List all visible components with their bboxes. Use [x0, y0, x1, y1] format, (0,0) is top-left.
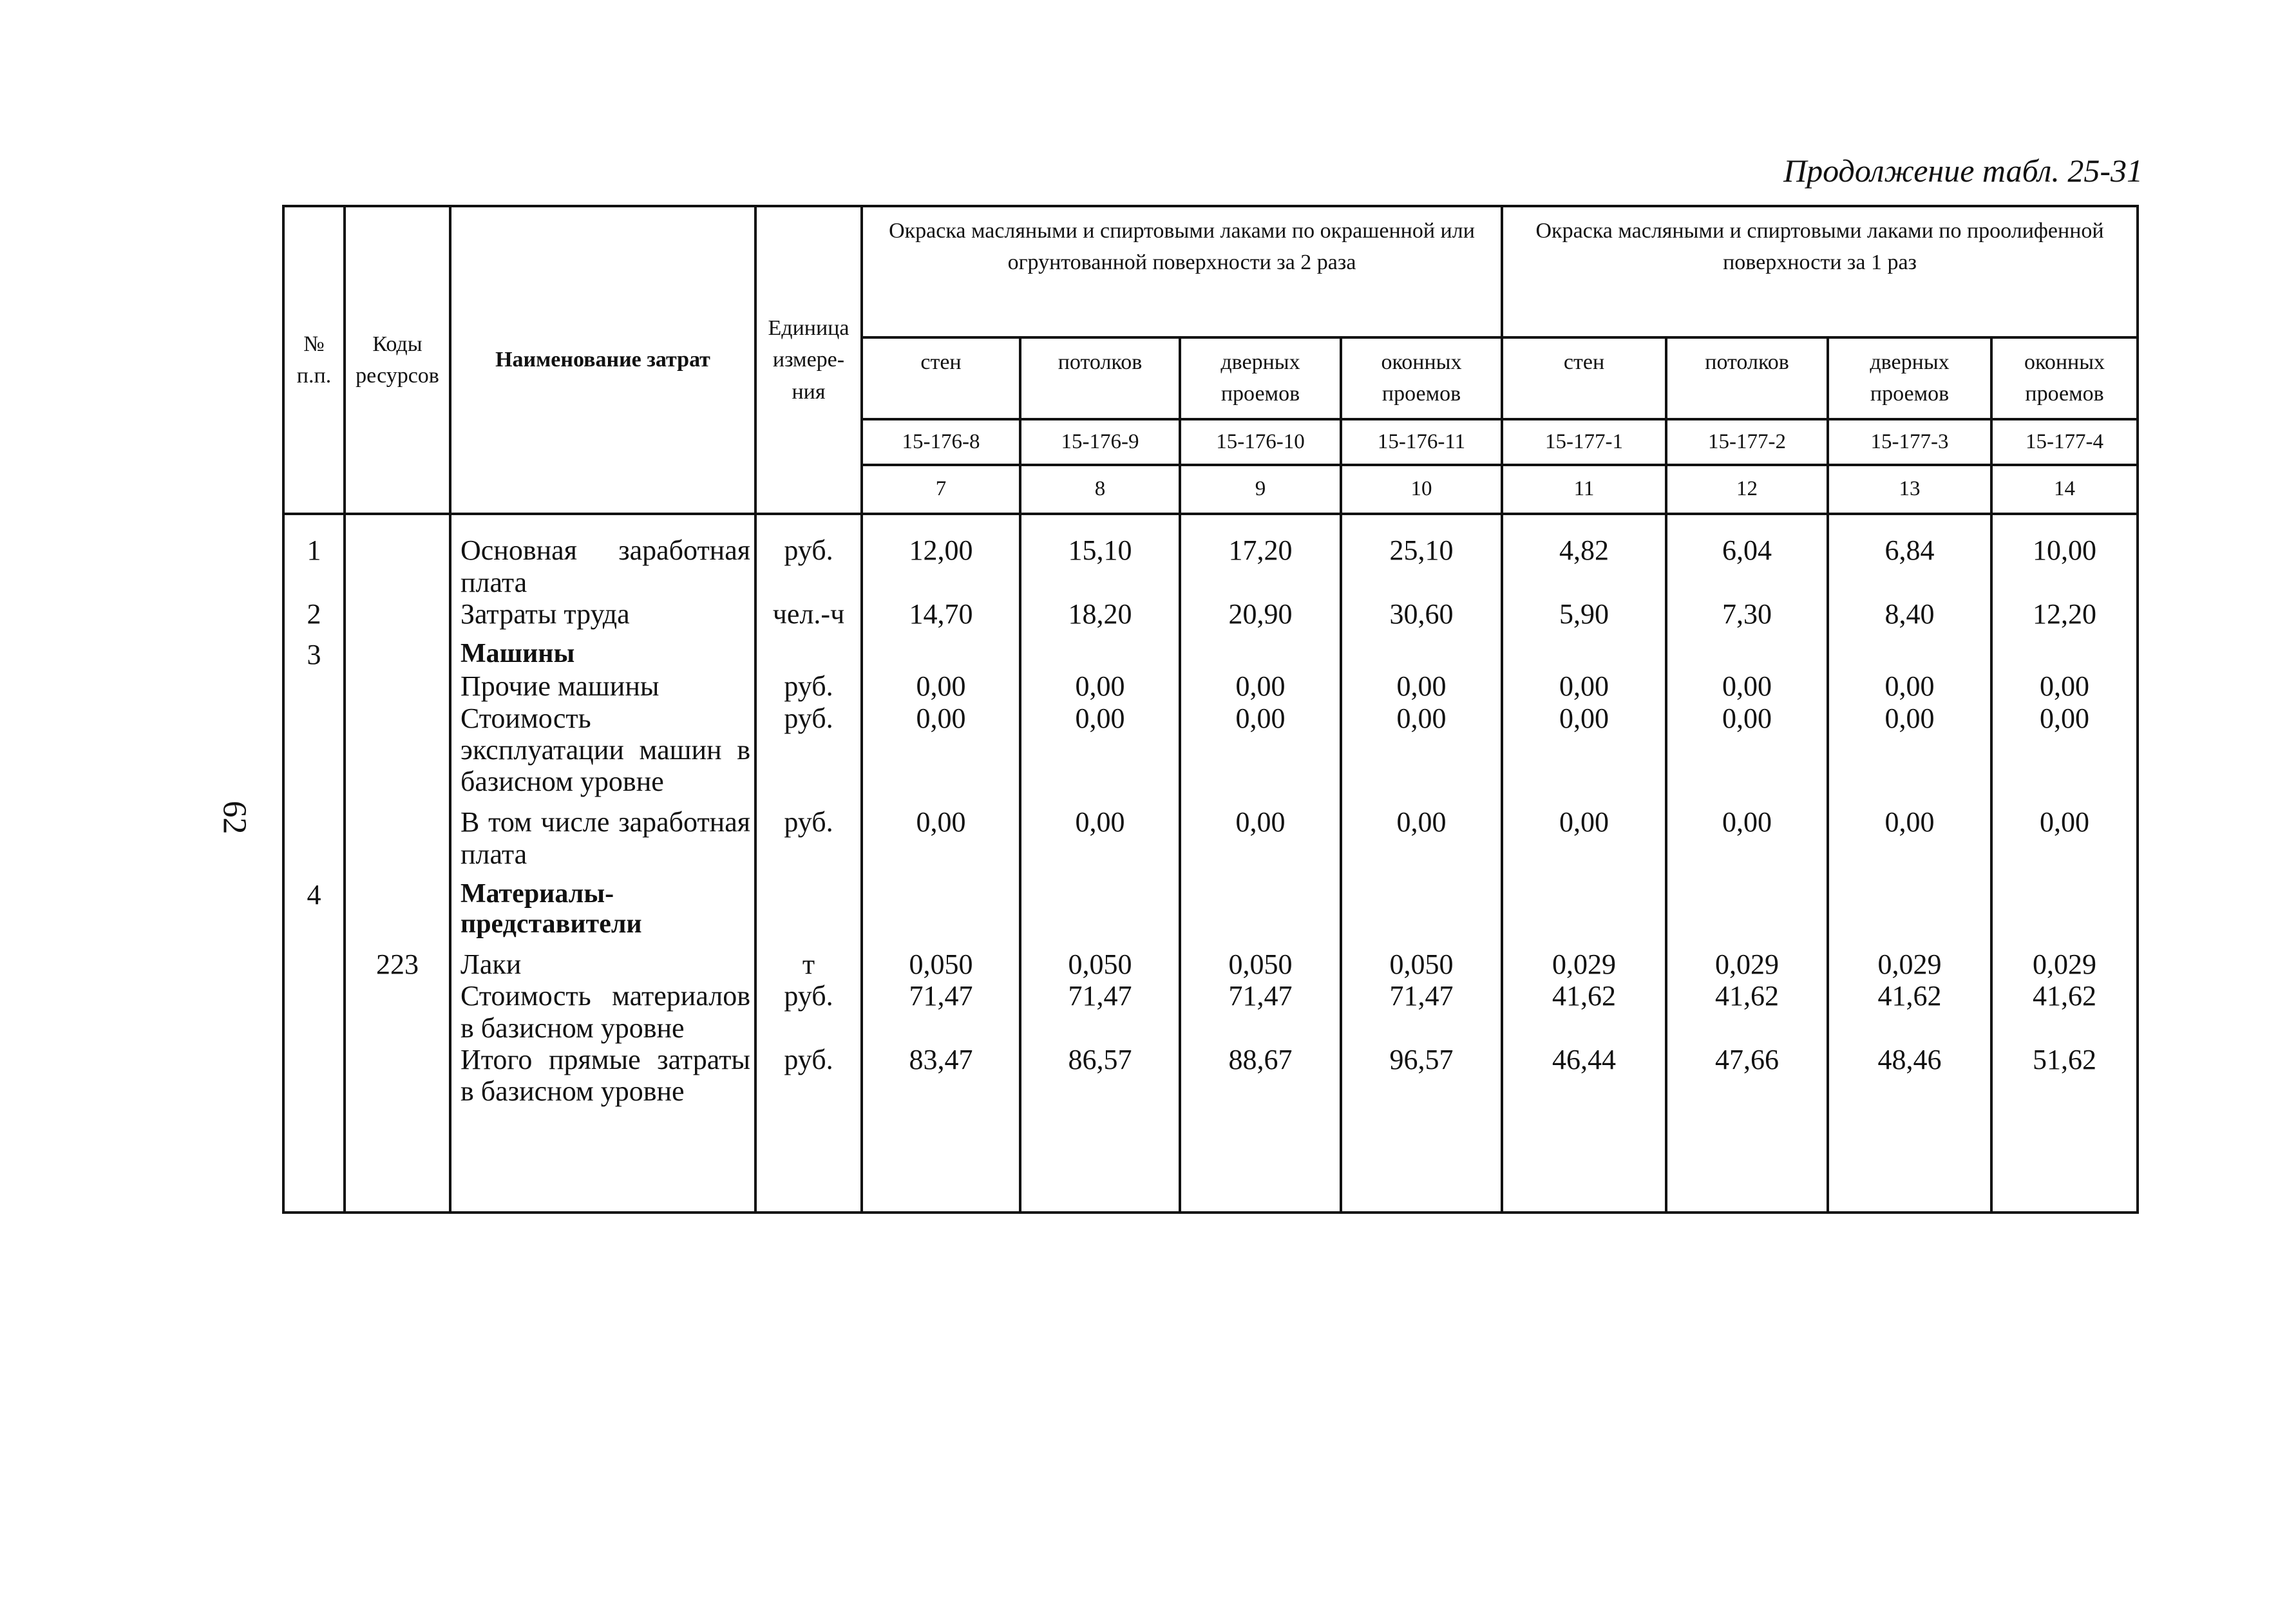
value-cell: 0,00 — [1666, 797, 1828, 870]
cost-name: Итого прямые затраты в базисном уровне — [450, 1044, 755, 1213]
table-row — [283, 670, 2138, 702]
unit — [755, 630, 862, 670]
value-cell: 12,20 — [1991, 598, 2138, 630]
value-cell — [1180, 630, 1341, 670]
value-cell: 0,00 — [1666, 670, 1828, 702]
column-number-cell: 13 — [1828, 465, 1991, 514]
value-cell: 15,10 — [1020, 514, 1180, 598]
value-cell: 71,47 — [1341, 980, 1502, 1044]
row-number: 1 — [283, 514, 345, 598]
norm-code-cell: 15-177-2 — [1666, 419, 1828, 466]
norm-code-cell: 15-176-9 — [1020, 419, 1180, 466]
cost-name: В том числе заработная плата — [450, 797, 755, 870]
subheader-cell: оконных проемов — [1341, 337, 1502, 419]
header-name: Наименование затрат — [450, 206, 755, 514]
value-cell — [1180, 870, 1341, 939]
resource-code — [345, 870, 450, 939]
row-number — [283, 670, 345, 702]
value-cell: 10,00 — [1991, 514, 2138, 598]
cost-name: Основная заработная плата — [450, 514, 755, 598]
value-cell: 0,029 — [1991, 939, 2138, 980]
value-cell: 0,00 — [862, 703, 1020, 798]
value-cell: 0,00 — [1991, 703, 2138, 798]
value-cell: 0,00 — [1020, 797, 1180, 870]
value-cell: 0,00 — [862, 670, 1020, 702]
value-cell: 0,029 — [1828, 939, 1991, 980]
table-row — [283, 514, 2138, 598]
column-number-cell: 10 — [1341, 465, 1502, 514]
value-cell: 41,62 — [1991, 980, 2138, 1044]
value-cell: 51,62 — [1991, 1044, 2138, 1213]
value-cell: 0,00 — [1991, 797, 2138, 870]
cost-name: Стоимость материалов в базисном уровне — [450, 980, 755, 1044]
subheader-cell: дверных проемов — [1180, 337, 1341, 419]
value-cell: 0,00 — [1020, 703, 1180, 798]
table-row — [283, 797, 2138, 870]
unit: руб. — [755, 797, 862, 870]
value-cell: 0,050 — [1341, 939, 1502, 980]
subheader-cell: оконных проемов — [1991, 337, 2138, 419]
value-cell — [1666, 630, 1828, 670]
table-row — [283, 1044, 2138, 1213]
header-no: № п.п. — [283, 206, 345, 514]
value-cell: 83,47 — [862, 1044, 1020, 1213]
resource-code — [345, 630, 450, 670]
value-cell: 0,00 — [1828, 703, 1991, 798]
column-number-cell: 11 — [1502, 465, 1666, 514]
value-cell: 71,47 — [1020, 980, 1180, 1044]
value-cell: 8,40 — [1828, 598, 1991, 630]
subheader-cell: потолков — [1020, 337, 1180, 419]
header-group-2: Окраска масляными и спиртовыми лаками по проолифенной поверхности за 1 раз — [1502, 206, 2138, 337]
resource-code — [345, 670, 450, 702]
norm-code-cell: 15-176-11 — [1341, 419, 1502, 466]
unit: т — [755, 939, 862, 980]
cost-table — [282, 205, 2136, 1214]
value-cell: 41,62 — [1828, 980, 1991, 1044]
row-number: 2 — [283, 598, 345, 630]
value-cell: 0,00 — [1502, 797, 1666, 870]
value-cell: 71,47 — [1180, 980, 1341, 1044]
unit: чел.-ч — [755, 598, 862, 630]
value-cell: 0,00 — [1828, 670, 1991, 702]
table-row — [283, 598, 2138, 630]
value-cell: 96,57 — [1341, 1044, 1502, 1213]
value-cell — [1020, 630, 1180, 670]
value-cell: 0,050 — [1180, 939, 1341, 980]
value-cell — [1341, 870, 1502, 939]
value-cell: 0,00 — [1341, 703, 1502, 798]
value-cell: 41,62 — [1502, 980, 1666, 1044]
value-cell — [1502, 870, 1666, 939]
value-cell — [1991, 630, 2138, 670]
resource-code — [345, 1044, 450, 1213]
table-row — [283, 939, 2138, 980]
subheader-cell: стен — [1502, 337, 1666, 419]
value-cell: 4,82 — [1502, 514, 1666, 598]
table-row — [283, 870, 2138, 939]
value-cell: 0,00 — [1666, 703, 1828, 798]
value-cell: 86,57 — [1020, 1044, 1180, 1213]
unit — [755, 870, 862, 939]
table-row — [283, 630, 2138, 670]
cost-name: Машины — [450, 630, 755, 670]
norm-code-cell: 15-177-3 — [1828, 419, 1991, 466]
value-cell: 0,00 — [1341, 670, 1502, 702]
value-cell: 0,050 — [862, 939, 1020, 980]
value-cell — [1991, 870, 2138, 939]
norm-code-cell: 15-177-4 — [1991, 419, 2138, 466]
cost-name: Лаки — [450, 939, 755, 980]
value-cell — [1828, 630, 1991, 670]
unit: руб. — [755, 514, 862, 598]
value-cell: 7,30 — [1666, 598, 1828, 630]
row-number — [283, 1044, 345, 1213]
value-cell: 25,10 — [1341, 514, 1502, 598]
value-cell — [862, 630, 1020, 670]
cost-name: Стоимость эксплуатации машин в базисном уровне — [450, 703, 755, 798]
subheader-cell: потолков — [1666, 337, 1828, 419]
value-cell: 17,20 — [1180, 514, 1341, 598]
value-cell: 12,00 — [862, 514, 1020, 598]
value-cell: 20,90 — [1180, 598, 1341, 630]
value-cell: 0,00 — [1991, 670, 2138, 702]
cost-name: Прочие машины — [450, 670, 755, 702]
value-cell — [1502, 630, 1666, 670]
value-cell — [1341, 630, 1502, 670]
resource-code — [345, 980, 450, 1044]
value-cell: 0,00 — [1180, 797, 1341, 870]
value-cell: 0,00 — [862, 797, 1020, 870]
header-group-1: Окраска масляными и спиртовыми лаками по окрашенной или огрунтованной поверхности за 2 раза — [862, 206, 1502, 337]
subheader-cell: стен — [862, 337, 1020, 419]
value-cell: 0,029 — [1502, 939, 1666, 980]
value-cell: 88,67 — [1180, 1044, 1341, 1213]
unit: руб. — [755, 1044, 862, 1213]
row-number — [283, 797, 345, 870]
resource-code — [345, 598, 450, 630]
row-number — [283, 980, 345, 1044]
value-cell: 0,00 — [1180, 670, 1341, 702]
column-number-cell: 9 — [1180, 465, 1341, 514]
resource-code — [345, 514, 450, 598]
value-cell: 0,050 — [1020, 939, 1180, 980]
row-number — [283, 939, 345, 980]
column-number-cell: 14 — [1991, 465, 2138, 514]
resource-code — [345, 703, 450, 798]
page-number: 62 — [216, 800, 253, 835]
value-cell: 18,20 — [1020, 598, 1180, 630]
column-number-cell: 8 — [1020, 465, 1180, 514]
cost-name: Затраты труда — [450, 598, 755, 630]
value-cell: 0,00 — [1180, 703, 1341, 798]
table-caption: Продолжение табл. 25-31 — [1783, 153, 2143, 189]
table-row — [283, 980, 2138, 1044]
value-cell: 6,84 — [1828, 514, 1991, 598]
norm-code-cell: 15-177-1 — [1502, 419, 1666, 466]
header-codes: Коды ресурсов — [345, 206, 450, 514]
unit: руб. — [755, 703, 862, 798]
value-cell — [1020, 870, 1180, 939]
value-cell: 71,47 — [862, 980, 1020, 1044]
column-number-cell: 7 — [862, 465, 1020, 514]
value-cell: 0,00 — [1020, 670, 1180, 702]
column-number-cell: 12 — [1666, 465, 1828, 514]
table-row — [283, 703, 2138, 798]
row-number — [283, 703, 345, 798]
resource-code: 223 — [345, 939, 450, 980]
value-cell: 41,62 — [1666, 980, 1828, 1044]
row-number: 3 — [283, 630, 345, 670]
header-unit: Единица измере-ния — [755, 206, 862, 514]
value-cell: 0,00 — [1341, 797, 1502, 870]
value-cell: 0,00 — [1502, 670, 1666, 702]
value-cell: 48,46 — [1828, 1044, 1991, 1213]
value-cell: 0,00 — [1828, 797, 1991, 870]
unit: руб. — [755, 670, 862, 702]
value-cell: 0,029 — [1666, 939, 1828, 980]
unit: руб. — [755, 980, 862, 1044]
value-cell: 5,90 — [1502, 598, 1666, 630]
row-number: 4 — [283, 870, 345, 939]
cost-name: Материалы-представители — [450, 870, 755, 939]
norm-code-cell: 15-176-10 — [1180, 419, 1341, 466]
value-cell: 46,44 — [1502, 1044, 1666, 1213]
value-cell: 6,04 — [1666, 514, 1828, 598]
norm-code-cell: 15-176-8 — [862, 419, 1020, 466]
value-cell: 47,66 — [1666, 1044, 1828, 1213]
value-cell — [862, 870, 1020, 939]
value-cell — [1828, 870, 1991, 939]
value-cell: 14,70 — [862, 598, 1020, 630]
value-cell: 30,60 — [1341, 598, 1502, 630]
value-cell: 0,00 — [1502, 703, 1666, 798]
resource-code — [345, 797, 450, 870]
subheader-cell: дверных проемов — [1828, 337, 1991, 419]
value-cell — [1666, 870, 1828, 939]
